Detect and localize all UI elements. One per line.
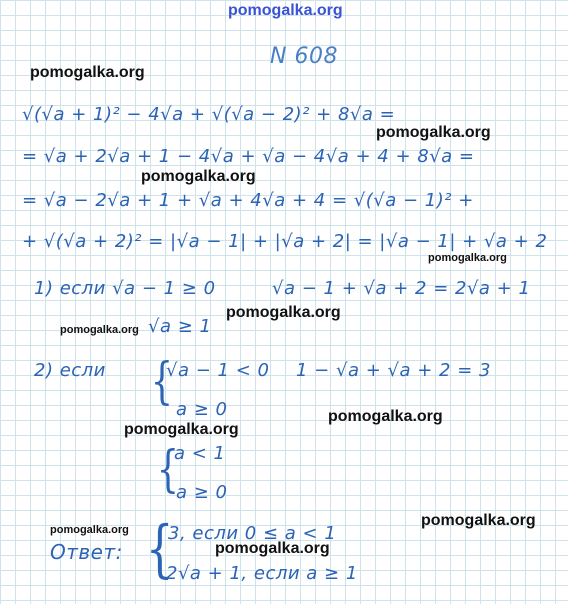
case-2-label: 2) если bbox=[34, 360, 106, 381]
watermark: pomogalka.org bbox=[30, 64, 145, 81]
watermark: pomogalka.org bbox=[328, 408, 443, 425]
case-1-condition: 1) если √a − 1 ≥ 0 bbox=[34, 278, 216, 299]
watermark: pomogalka.org bbox=[50, 524, 129, 536]
math-line-2: = √a + 2√a + 1 − 4√a + √a − 4√a + 4 + 8√a = bbox=[22, 146, 475, 167]
system-cond-2: a ≥ 0 bbox=[176, 482, 228, 503]
system-brace: { bbox=[156, 440, 180, 498]
case-2-result: 1 − √a + √a + 2 = 3 bbox=[296, 360, 491, 381]
math-line-4: + √(√a + 2)² = |√a − 1| + |√a + 2| = |√a − 1| + √a + 2 bbox=[22, 231, 548, 252]
system-cond-1: a < 1 bbox=[174, 443, 226, 464]
answer-case-1: 3, если 0 ≤ a < 1 bbox=[168, 523, 337, 544]
answer-brace: { bbox=[145, 512, 174, 585]
case-2-cond-1: √a − 1 < 0 bbox=[166, 360, 270, 381]
watermark: pomogalka.org bbox=[421, 512, 536, 529]
answer-case-2: 2√a + 1, если a ≥ 1 bbox=[166, 563, 358, 584]
system-brace: { bbox=[150, 352, 174, 410]
watermark: pomogalka.org bbox=[226, 304, 341, 321]
case-1-result: √a − 1 + √a + 2 = 2√a + 1 bbox=[272, 278, 531, 299]
case-2-cond-2: a ≥ 0 bbox=[176, 399, 228, 420]
watermark: pomogalka.org bbox=[376, 124, 491, 141]
site-header: pomogalka.org bbox=[228, 2, 343, 19]
answer-label: Ответ: bbox=[50, 540, 123, 564]
watermark: pomogalka.org bbox=[141, 168, 256, 185]
problem-number: N 608 bbox=[270, 44, 338, 69]
watermark: pomogalka.org bbox=[124, 421, 239, 438]
math-line-1: √(√a + 1)² − 4√a + √(√a − 2)² + 8√a = bbox=[22, 104, 396, 125]
watermark: pomogalka.org bbox=[215, 540, 330, 557]
math-line-3: = √a − 2√a + 1 + √a + 4√a + 4 = √(√a − 1)² + bbox=[22, 190, 474, 211]
case-1-simplified: √a ≥ 1 bbox=[148, 316, 212, 337]
watermark: pomogalka.org bbox=[60, 324, 139, 336]
watermark: pomogalka.org bbox=[428, 252, 507, 264]
